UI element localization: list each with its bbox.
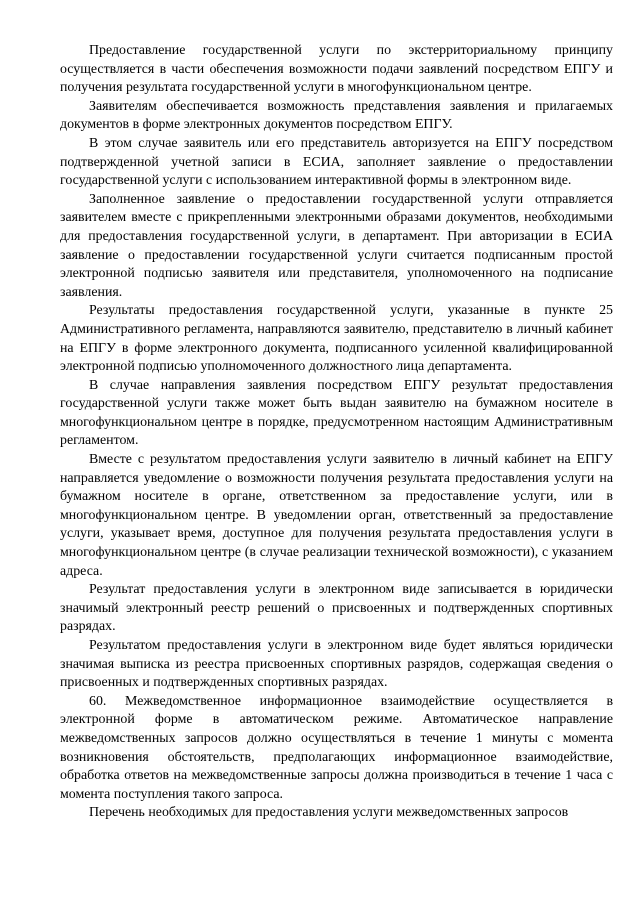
paragraph-7: Вместе с результатом предоставления услуги заявителю в личный кабинет на ЕПГУ направляется уведомление о возможности получения результата предоставления услуги на бумажном носителе в органе, ответственном за предоставление услуги, или в многофункциональном центре. В уведомлении орган, ответственный за предоставление услуги, указывает время, доступное для получения результата предоставления услуги в многофункциональном центре (в случае реализации технической возможности), с указанием адреса. <box>60 452 613 579</box>
paragraph-11: Перечень необходимых для предоставления услуги межведомственных запросов <box>89 805 569 821</box>
paragraph-5: Результаты предоставления государственной услуги, указанные в пункте 25 Административного регламента, направляются заявителю, представителю в личный кабинет на ЕПГУ в форме электронного документа, подписанного усиленной квалифицированной электронной подписью уполномоченного должностного лица департамента. <box>60 303 613 375</box>
paragraph-10: 60. Межведомственное информационное взаимодействие осуществляется в электронной форме в автоматическом режиме. Автоматическое направление межведомственных запросов должно осуществляться в течение 1 минуты с момента возникновения обстоятельств, предполагающих информационное взаимодействие, обработка ответов на межведомственные запросы должна производиться в течение 1 часа с момента поступления такого запроса. <box>60 693 613 802</box>
paragraph-3: В этом случае заявитель или его представитель авторизуется на ЕПГУ посредством подтвержденной учетной записи в ЕСИА, заполняет заявление о предоставлении государственной услуги с использованием интерактивной формы в электронном виде. <box>60 135 613 189</box>
paragraph-4: Заполненное заявление о предоставлении государственной услуги отправляется заявителем вместе с прикрепленными электронными образами документов, необходимыми для предоставления государственной услуги, в департамент. При авторизации в ЕСИА заявление о предоставлении государственной услуги считается подписанным простой электронной подписью заявителя или представителя, уполномоченного на подписание заявления. <box>60 191 613 300</box>
document-page <box>60 42 613 823</box>
paragraph-6: В случае направления заявления посредством ЕПГУ результат предоставления государственной услуги также может быть выдан заявителю на бумажном носителе в многофункциональном центре в порядке, предусмотренном настоящим Административным регламентом. <box>60 377 613 449</box>
paragraph-2: Заявителям обеспечивается возможность представления заявления и прилагаемых документов в форме электронных документов посредством ЕПГУ. <box>60 98 613 133</box>
paragraph-9: Результатом предоставления услуги в электронном виде будет являться юридически значимая выписка из реестра присвоенных спортивных разрядов, содержащая сведения о присвоенных и подтвержденных спортивных разрядах. <box>60 638 613 691</box>
paragraph-8: Результат предоставления услуги в электронном виде записывается в юридически значимый электронный реестр решений о присвоенных и подтвержденных спортивных разрядах. <box>60 582 613 635</box>
paragraph-1: Предоставление государственной услуги по экстерриториальному принципу осуществляется в части обеспечения возможности подачи заявлений посредством ЕПГУ и получения результата государственной услуги в многофункциональном центре. <box>60 43 613 96</box>
